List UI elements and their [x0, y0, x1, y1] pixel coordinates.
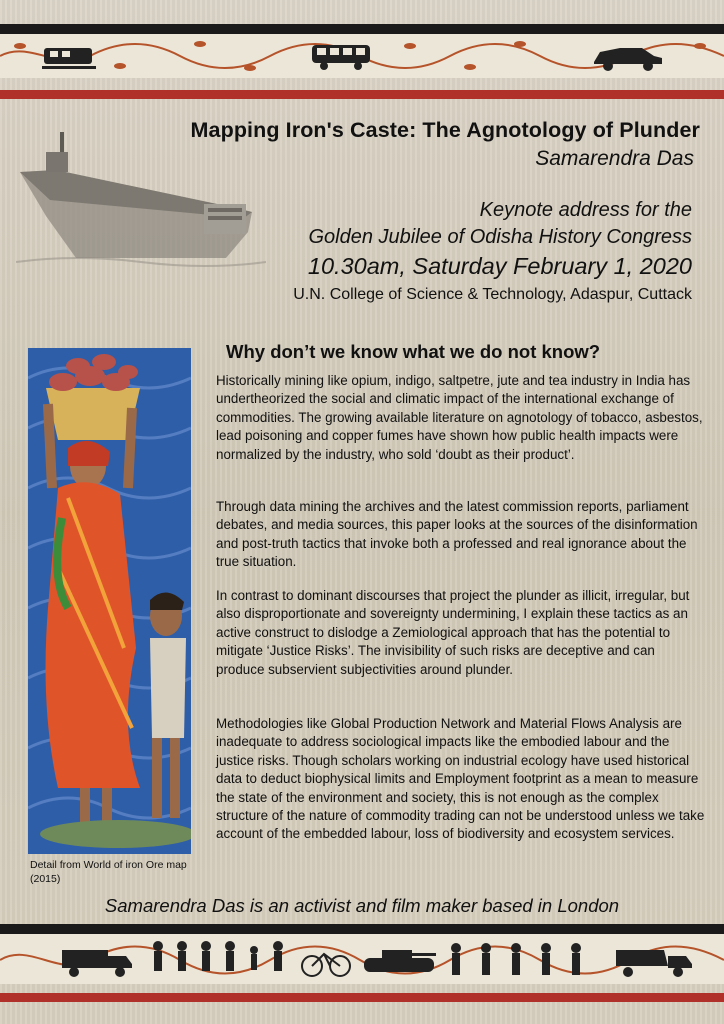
- tank-icon: [360, 946, 440, 978]
- people-silhouettes-icon: [148, 940, 298, 980]
- car-icon: [590, 44, 666, 72]
- abstract-paragraph-4: Methodologies like Global Production Network and Material Flows Analysis are inadequate to address sociological impacts like the embodied labour and the justice risks. Though scholars working on industrial ecology have used historical data to deduct biophysical limits and Employment footprint as a mean to measure the state of the environment and society, this is not enough as the complex structure of the nature of commodity trading can not be understood unless we take account of the embedded labour, loss of biodiversity and ecosystem services.: [216, 716, 705, 842]
- keynote-line: Keynote address for the: [479, 199, 692, 221]
- event-datetime: 10.30am, Saturday February 1, 2020: [307, 253, 692, 279]
- top-border-dark-band: [0, 24, 724, 34]
- artwork-woman-carrying-ore: [28, 348, 191, 854]
- bottom-border-dark-band: [0, 924, 724, 934]
- bottom-decorative-border: [0, 934, 724, 984]
- top-decorative-border: [0, 34, 724, 78]
- bottom-border-red-band: [0, 993, 724, 1002]
- soldiers-silhouettes-icon: [444, 942, 604, 980]
- dump-truck-icon: [614, 944, 694, 978]
- abstract-paragraph-1: Historically mining like opium, indigo, saltpetre, jute and tea industry in India has undertheorized the social and climatic impact of the international exchange of commodities. The growing available literature on agnotology of tobacco, asbestos, lead poisoning and copper fumes have shown how public health impacts were normalized by the industry, who sold ‘doubt as their product’.: [216, 373, 703, 462]
- section-heading: Why don’t we know what we do not know?: [226, 341, 601, 362]
- truck-icon: [60, 946, 136, 978]
- bus-icon: [310, 42, 372, 72]
- top-border-red-band: [0, 90, 724, 99]
- abstract-paragraph-3: In contrast to dominant discourses that project the plunder as illicit, irregular, but also disproportionate and sovereignty undermining, I explain these tactics as an active construct to dislodge a Zemiological approach that has the potential to mitigate ‘Justice Risks’. The invisibility of such risks are deceptive and can produce subservient subjectivities around plunder.: [216, 588, 690, 677]
- event-venue: U.N. College of Science & Technology, Adaspur, Cuttack: [293, 286, 692, 303]
- artwork-caption: Detail from World of iron Ore map (2015): [30, 859, 187, 885]
- train-icon: [42, 42, 96, 72]
- abstract-paragraph-2: Through data mining the archives and the latest commission reports, parliament debates, and media sources, this paper looks at the sources of the disinformation and post-truth tactics that invoke both a professed and real ignorance about the true situation.: [216, 499, 698, 570]
- talk-title: Mapping Iron's Caste: The Agnotology of Plunder: [190, 118, 700, 142]
- congress-name: Golden Jubilee of Odisha History Congress: [308, 226, 692, 248]
- speaker-bio: Samarendra Das is an activist and film maker based in London: [104, 895, 620, 916]
- speaker-name: Samarendra Das: [535, 147, 694, 170]
- bicycle-icon: [300, 948, 352, 978]
